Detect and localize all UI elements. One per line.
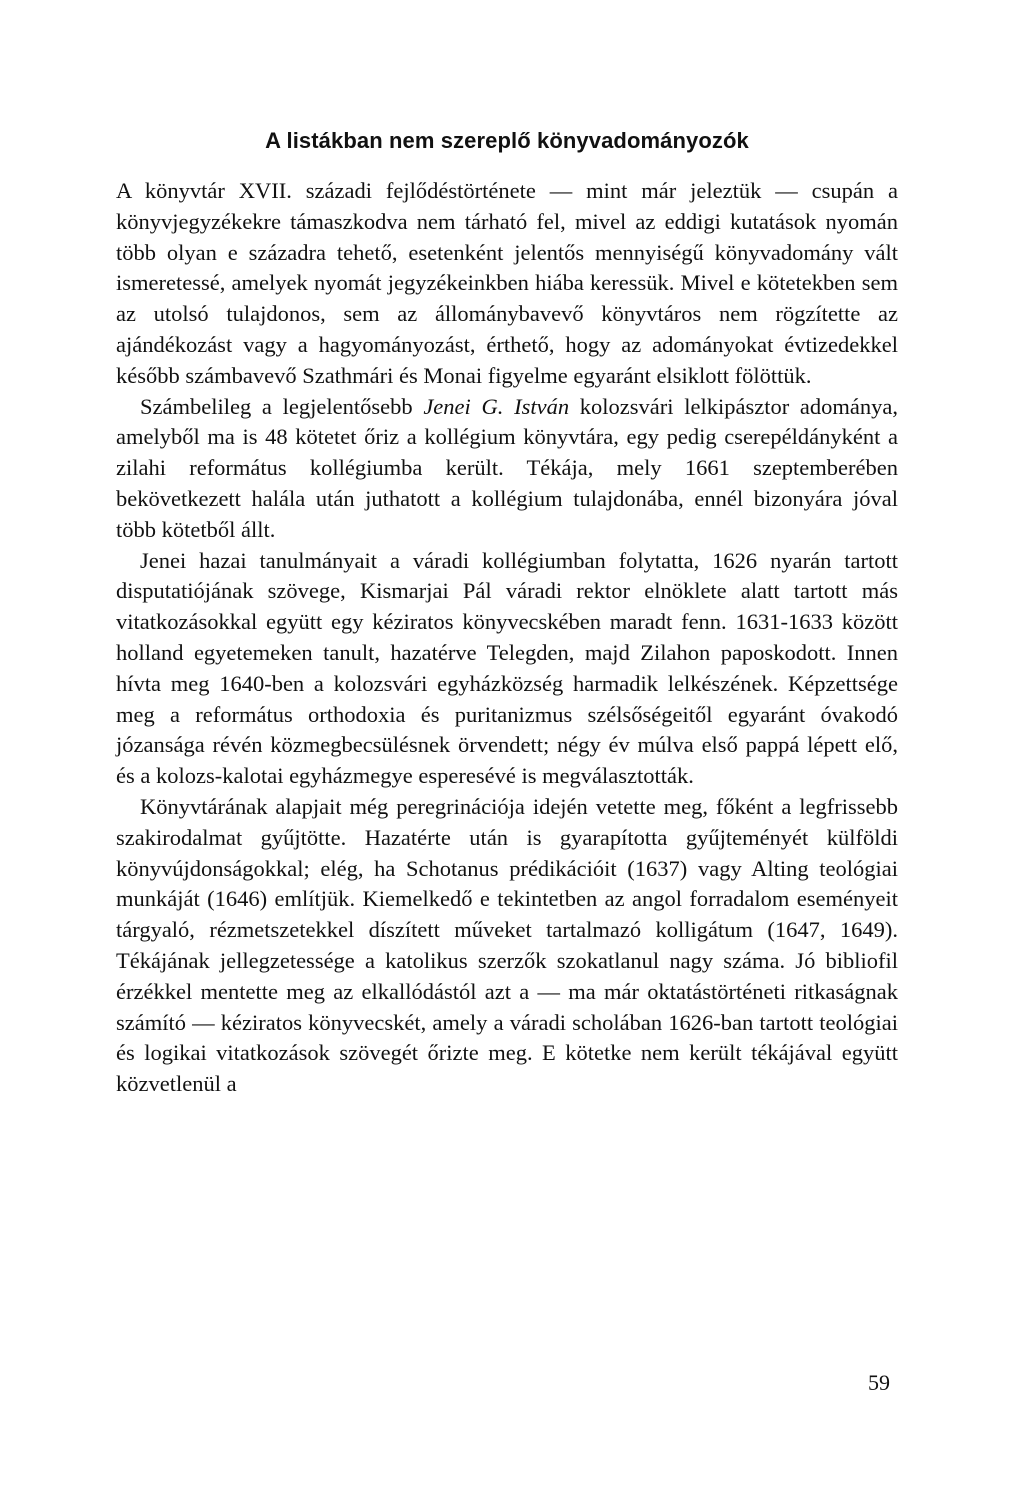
paragraph-3: Jenei hazai tanulmányait a váradi kollégiumban folytatta, 1626 nyarán tartott disputatiójának szövege, Kismarjai Pál váradi rektor elnöklete alatt tartott más vitatkozásokkal együtt egy kéziratos könyvecskében maradt fenn. 1631-1633 között holland egyetemeken tanult, hazatérve Telegden, majd Zilahon paposkodott. Innen hívta meg 1640-ben a kolozsvári egyházközség harmadik lelkészének. Képzettsége meg a református orthodoxia és puritanizmus szélsőségeitől egyaránt óvakodó józansága révén közmegbecsülésnek örvendett; négy év múlva első pappá lépett elő, és a kolozs-kalotai egyházmegye esperesévé is megválasztották. <box>116 547 898 789</box>
paragraph-1: A könyvtár XVII. századi fejlődéstörténete — mint már jeleztük — csupán a könyvjegyzékekre támaszkodva nem tárható fel, mivel az eddigi kutatások nyomán több olyan e századra tehető, esetenként jelentős mennyiségű könyvadomány vált ismeretessé, amelyek nyomát jegyzékeinkben hiába keressük. Mivel e kötetekben sem az utolsó tulajdonos, sem az állománybavevő könyvtáros nem rögzítette az ajándékozást vagy a hagyományozást, érthető, hogy az adományokat évtizedekkel később számbavevő Szathmári és Monai figyelme egyaránt elsiklott fölöttük. <box>116 178 898 388</box>
section-heading: A listákban nem szereplő könyvadományozók <box>265 128 749 153</box>
paragraph-4: Könyvtárának alapjait még peregrinációja idején vetette meg, főként a legfrissebb szakirodalmat gyűjtötte. Hazatérte után is gyarapította gyűjteményét külföldi könyvújdonságokkal; elég, ha Schotanus prédikációit (1637) vagy Alting teológiai munkáját (1646) említjük. Kiemelkedő e tekintetben az angol forradalom eseményeit tárgyaló, rézmetszetekkel díszített műveket tartalmazó kolligátum (1647, 1649). Tékájának jellegzetessége a katolikus szerzők szokatlanul nagy száma. Jó bibliofil érzékkel mentette meg az elkallódástól azt a — ma már oktatástörténeti ritkaságnak számító — kéziratos könyvecskét, amely a váradi scholában 1626-ban tartott teológiai és logikai vitatkozások szövegét őrizte meg. E kötetke nem került tékájával együtt közvetlenül a <box>116 793 898 1097</box>
paragraph-2-before: Számbelileg a legjelentősebb <box>140 393 424 419</box>
paragraph-2 <box>116 392 898 546</box>
person-name: Jenei G. István <box>423 393 570 419</box>
page-number: 59 <box>868 1370 890 1395</box>
paragraph-2-after: kolozsvári lelkipásztor adománya, amelyből ma is 48 kötetet őriz a kollégium könyvtára, egy pedig cserepéldányként a zilahi református kollégiumba került. Tékája, mely 1661 szeptemberében bekövetkezett halála után juthatott a kollégium tulajdonába, ennél bizonyára jóval több kötetből állt. <box>116 393 898 542</box>
text-block <box>116 128 898 1100</box>
